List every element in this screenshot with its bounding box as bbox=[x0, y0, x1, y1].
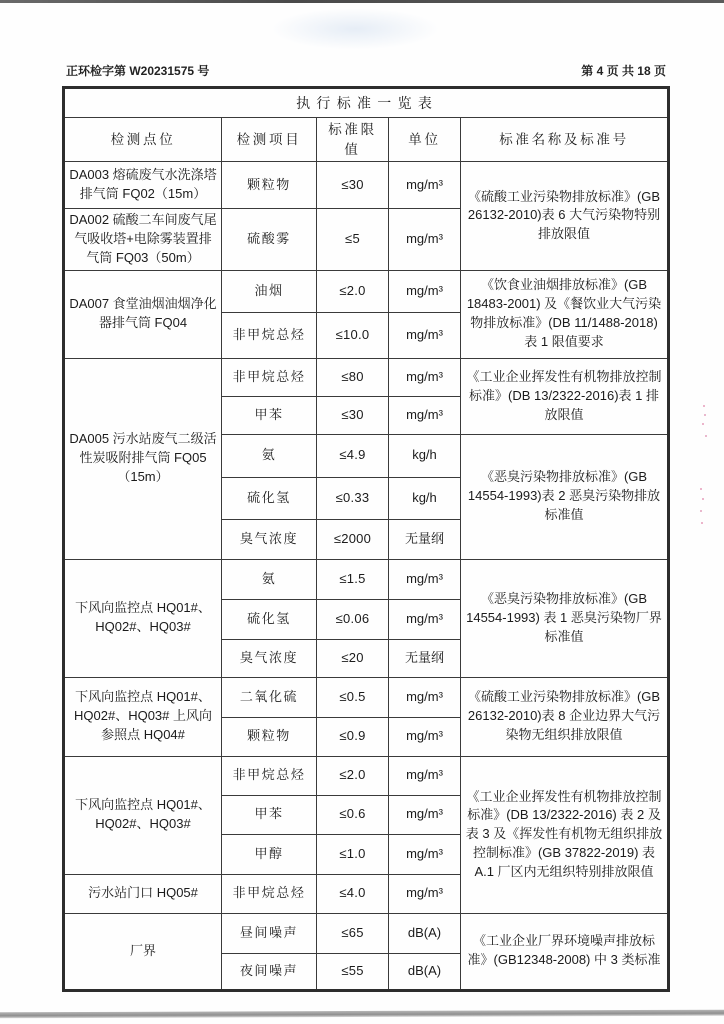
unit-cell: mg/m³ bbox=[389, 270, 461, 312]
limit-cell: ≤0.6 bbox=[317, 795, 389, 834]
unit-cell: mg/m³ bbox=[389, 599, 461, 639]
limit-cell: ≤10.0 bbox=[317, 312, 389, 358]
point-cell: DA007 食堂油烟油烟净化器排气筒 FQ04 bbox=[64, 270, 222, 358]
table-row bbox=[64, 358, 669, 396]
limit-cell: ≤20 bbox=[317, 639, 389, 677]
table-title-row bbox=[64, 88, 669, 118]
item-cell: 甲苯 bbox=[222, 396, 317, 434]
item-cell: 臭气浓度 bbox=[222, 639, 317, 677]
item-cell: 颗粒物 bbox=[222, 717, 317, 756]
ink-bleed-mark bbox=[703, 405, 705, 407]
standard-cell: 《恶臭污染物排放标准》(GB 14554-1993)表 2 恶臭污染物排放标准值 bbox=[461, 434, 669, 559]
standard-cell: 《工业企业厂界环境噪声排放标准》(GB12348-2008) 中 3 类标准 bbox=[461, 913, 669, 990]
unit-cell: mg/m³ bbox=[389, 717, 461, 756]
standard-cell: 《硫酸工业污染物排放标准》(GB 26132-2010)表 8 企业边界大气污染物无组织排放限值 bbox=[461, 677, 669, 756]
unit-cell: mg/m³ bbox=[389, 312, 461, 358]
table-row bbox=[64, 913, 669, 953]
item-cell: 二氧化硫 bbox=[222, 677, 317, 717]
item-cell: 非甲烷总烃 bbox=[222, 358, 317, 396]
standard-cell: 《工业企业挥发性有机物排放控制标准》(DB 13/2322-2016)表 1 排放限值 bbox=[461, 358, 669, 434]
limit-cell: ≤0.5 bbox=[317, 677, 389, 717]
item-cell: 氨 bbox=[222, 559, 317, 599]
column-header-limit: 标准限值 bbox=[317, 118, 389, 162]
column-header-point: 检测点位 bbox=[64, 118, 222, 162]
column-header-unit: 单位 bbox=[389, 118, 461, 162]
limit-cell: ≤55 bbox=[317, 953, 389, 990]
limit-cell: ≤30 bbox=[317, 396, 389, 434]
point-cell: 下风向监控点 HQ01#、HQ02#、HQ03# bbox=[64, 559, 222, 677]
standard-cell: 《恶臭污染物排放标准》(GB 14554-1993) 表 1 恶臭污染物厂界标准值 bbox=[461, 559, 669, 677]
point-cell: 厂界 bbox=[64, 913, 222, 990]
scan-top-edge bbox=[0, 0, 724, 3]
unit-cell: mg/m³ bbox=[389, 756, 461, 795]
item-cell: 油烟 bbox=[222, 270, 317, 312]
column-header-item: 检测项目 bbox=[222, 118, 317, 162]
unit-cell: mg/m³ bbox=[389, 874, 461, 913]
limit-cell: ≤0.33 bbox=[317, 477, 389, 519]
page-number: 第 4 页 共 18 页 bbox=[581, 64, 666, 78]
limit-cell: ≤0.06 bbox=[317, 599, 389, 639]
item-cell: 非甲烷总烃 bbox=[222, 312, 317, 358]
column-header-standard: 标准名称及标准号 bbox=[461, 118, 669, 162]
item-cell: 昼间噪声 bbox=[222, 913, 317, 953]
point-cell: 下风向监控点 HQ01#、HQ02#、HQ03# 上风向参照点 HQ04# bbox=[64, 677, 222, 756]
document-number: 正环检字第 W20231575 号 bbox=[66, 64, 210, 78]
standard-cell: 《硫酸工业污染物排放标准》(GB 26132-2010)表 6 大气污染物特别排放限值 bbox=[461, 162, 669, 271]
unit-cell: kg/h bbox=[389, 434, 461, 477]
item-cell: 非甲烷总烃 bbox=[222, 756, 317, 795]
limit-cell: ≤4.9 bbox=[317, 434, 389, 477]
unit-cell: mg/m³ bbox=[389, 209, 461, 271]
item-cell: 非甲烷总烃 bbox=[222, 874, 317, 913]
item-cell: 硫酸雾 bbox=[222, 209, 317, 271]
limit-cell: ≤4.0 bbox=[317, 874, 389, 913]
limit-cell: ≤2.0 bbox=[317, 756, 389, 795]
table-row bbox=[64, 677, 669, 717]
table-row bbox=[64, 162, 669, 209]
item-cell: 硫化氢 bbox=[222, 599, 317, 639]
table-title: 执行标准一览表 bbox=[64, 88, 669, 118]
unit-cell: mg/m³ bbox=[389, 795, 461, 834]
scan-bottom-edge bbox=[0, 1010, 724, 1019]
limit-cell: ≤30 bbox=[317, 162, 389, 209]
point-cell: DA003 熔硫废气水洗涤塔排气筒 FQ02（15m） bbox=[64, 162, 222, 209]
unit-cell: mg/m³ bbox=[389, 358, 461, 396]
unit-cell: 无量纲 bbox=[389, 519, 461, 559]
item-cell: 夜间噪声 bbox=[222, 953, 317, 990]
item-cell: 颗粒物 bbox=[222, 162, 317, 209]
unit-cell: mg/m³ bbox=[389, 677, 461, 717]
unit-cell: mg/m³ bbox=[389, 834, 461, 874]
unit-cell: dB(A) bbox=[389, 953, 461, 990]
item-cell: 臭气浓度 bbox=[222, 519, 317, 559]
limit-cell: ≤0.9 bbox=[317, 717, 389, 756]
unit-cell: 无量纲 bbox=[389, 639, 461, 677]
limit-cell: ≤2.0 bbox=[317, 270, 389, 312]
point-cell: 下风向监控点 HQ01#、HQ02#、HQ03# bbox=[64, 756, 222, 874]
table-header-row bbox=[64, 118, 669, 162]
limit-cell: ≤1.0 bbox=[317, 834, 389, 874]
unit-cell: mg/m³ bbox=[389, 162, 461, 209]
limit-cell: ≤1.5 bbox=[317, 559, 389, 599]
standard-cell: 《工业企业挥发性有机物排放控制标准》(DB 13/2322-2016) 表 2 及表 3 及《挥发性有机物无组织排放控制标准》(GB 37822-2019) 表 A.1 厂区内无组织特别排放限值 bbox=[461, 756, 669, 913]
limit-cell: ≤80 bbox=[317, 358, 389, 396]
item-cell: 甲醇 bbox=[222, 834, 317, 874]
standard-cell: 《饮食业油烟排放标准》(GB 18483-2001) 及《餐饮业大气污染物排放标准》(DB 11/1488-2018) 表 1 限值要求 bbox=[461, 270, 669, 358]
limit-cell: ≤65 bbox=[317, 913, 389, 953]
unit-cell: mg/m³ bbox=[389, 559, 461, 599]
stamp-bleed-mark bbox=[270, 8, 440, 50]
item-cell: 硫化氢 bbox=[222, 477, 317, 519]
ink-bleed-mark bbox=[700, 488, 702, 490]
point-cell: DA002 硫酸二车间废气尾气吸收塔+电除雾装置排气筒 FQ03（50m） bbox=[64, 209, 222, 271]
item-cell: 氨 bbox=[222, 434, 317, 477]
limit-cell: ≤5 bbox=[317, 209, 389, 271]
point-cell: DA005 污水站废气二级活性炭吸附排气筒 FQ05（15m） bbox=[64, 358, 222, 559]
table-row bbox=[64, 270, 669, 312]
page-header bbox=[66, 62, 666, 79]
unit-cell: kg/h bbox=[389, 477, 461, 519]
standards-table bbox=[62, 86, 670, 992]
table-row bbox=[64, 756, 669, 795]
limit-cell: ≤2000 bbox=[317, 519, 389, 559]
point-cell: 污水站门口 HQ05# bbox=[64, 874, 222, 913]
table-row bbox=[64, 559, 669, 599]
unit-cell: mg/m³ bbox=[389, 396, 461, 434]
unit-cell: dB(A) bbox=[389, 913, 461, 953]
item-cell: 甲苯 bbox=[222, 795, 317, 834]
